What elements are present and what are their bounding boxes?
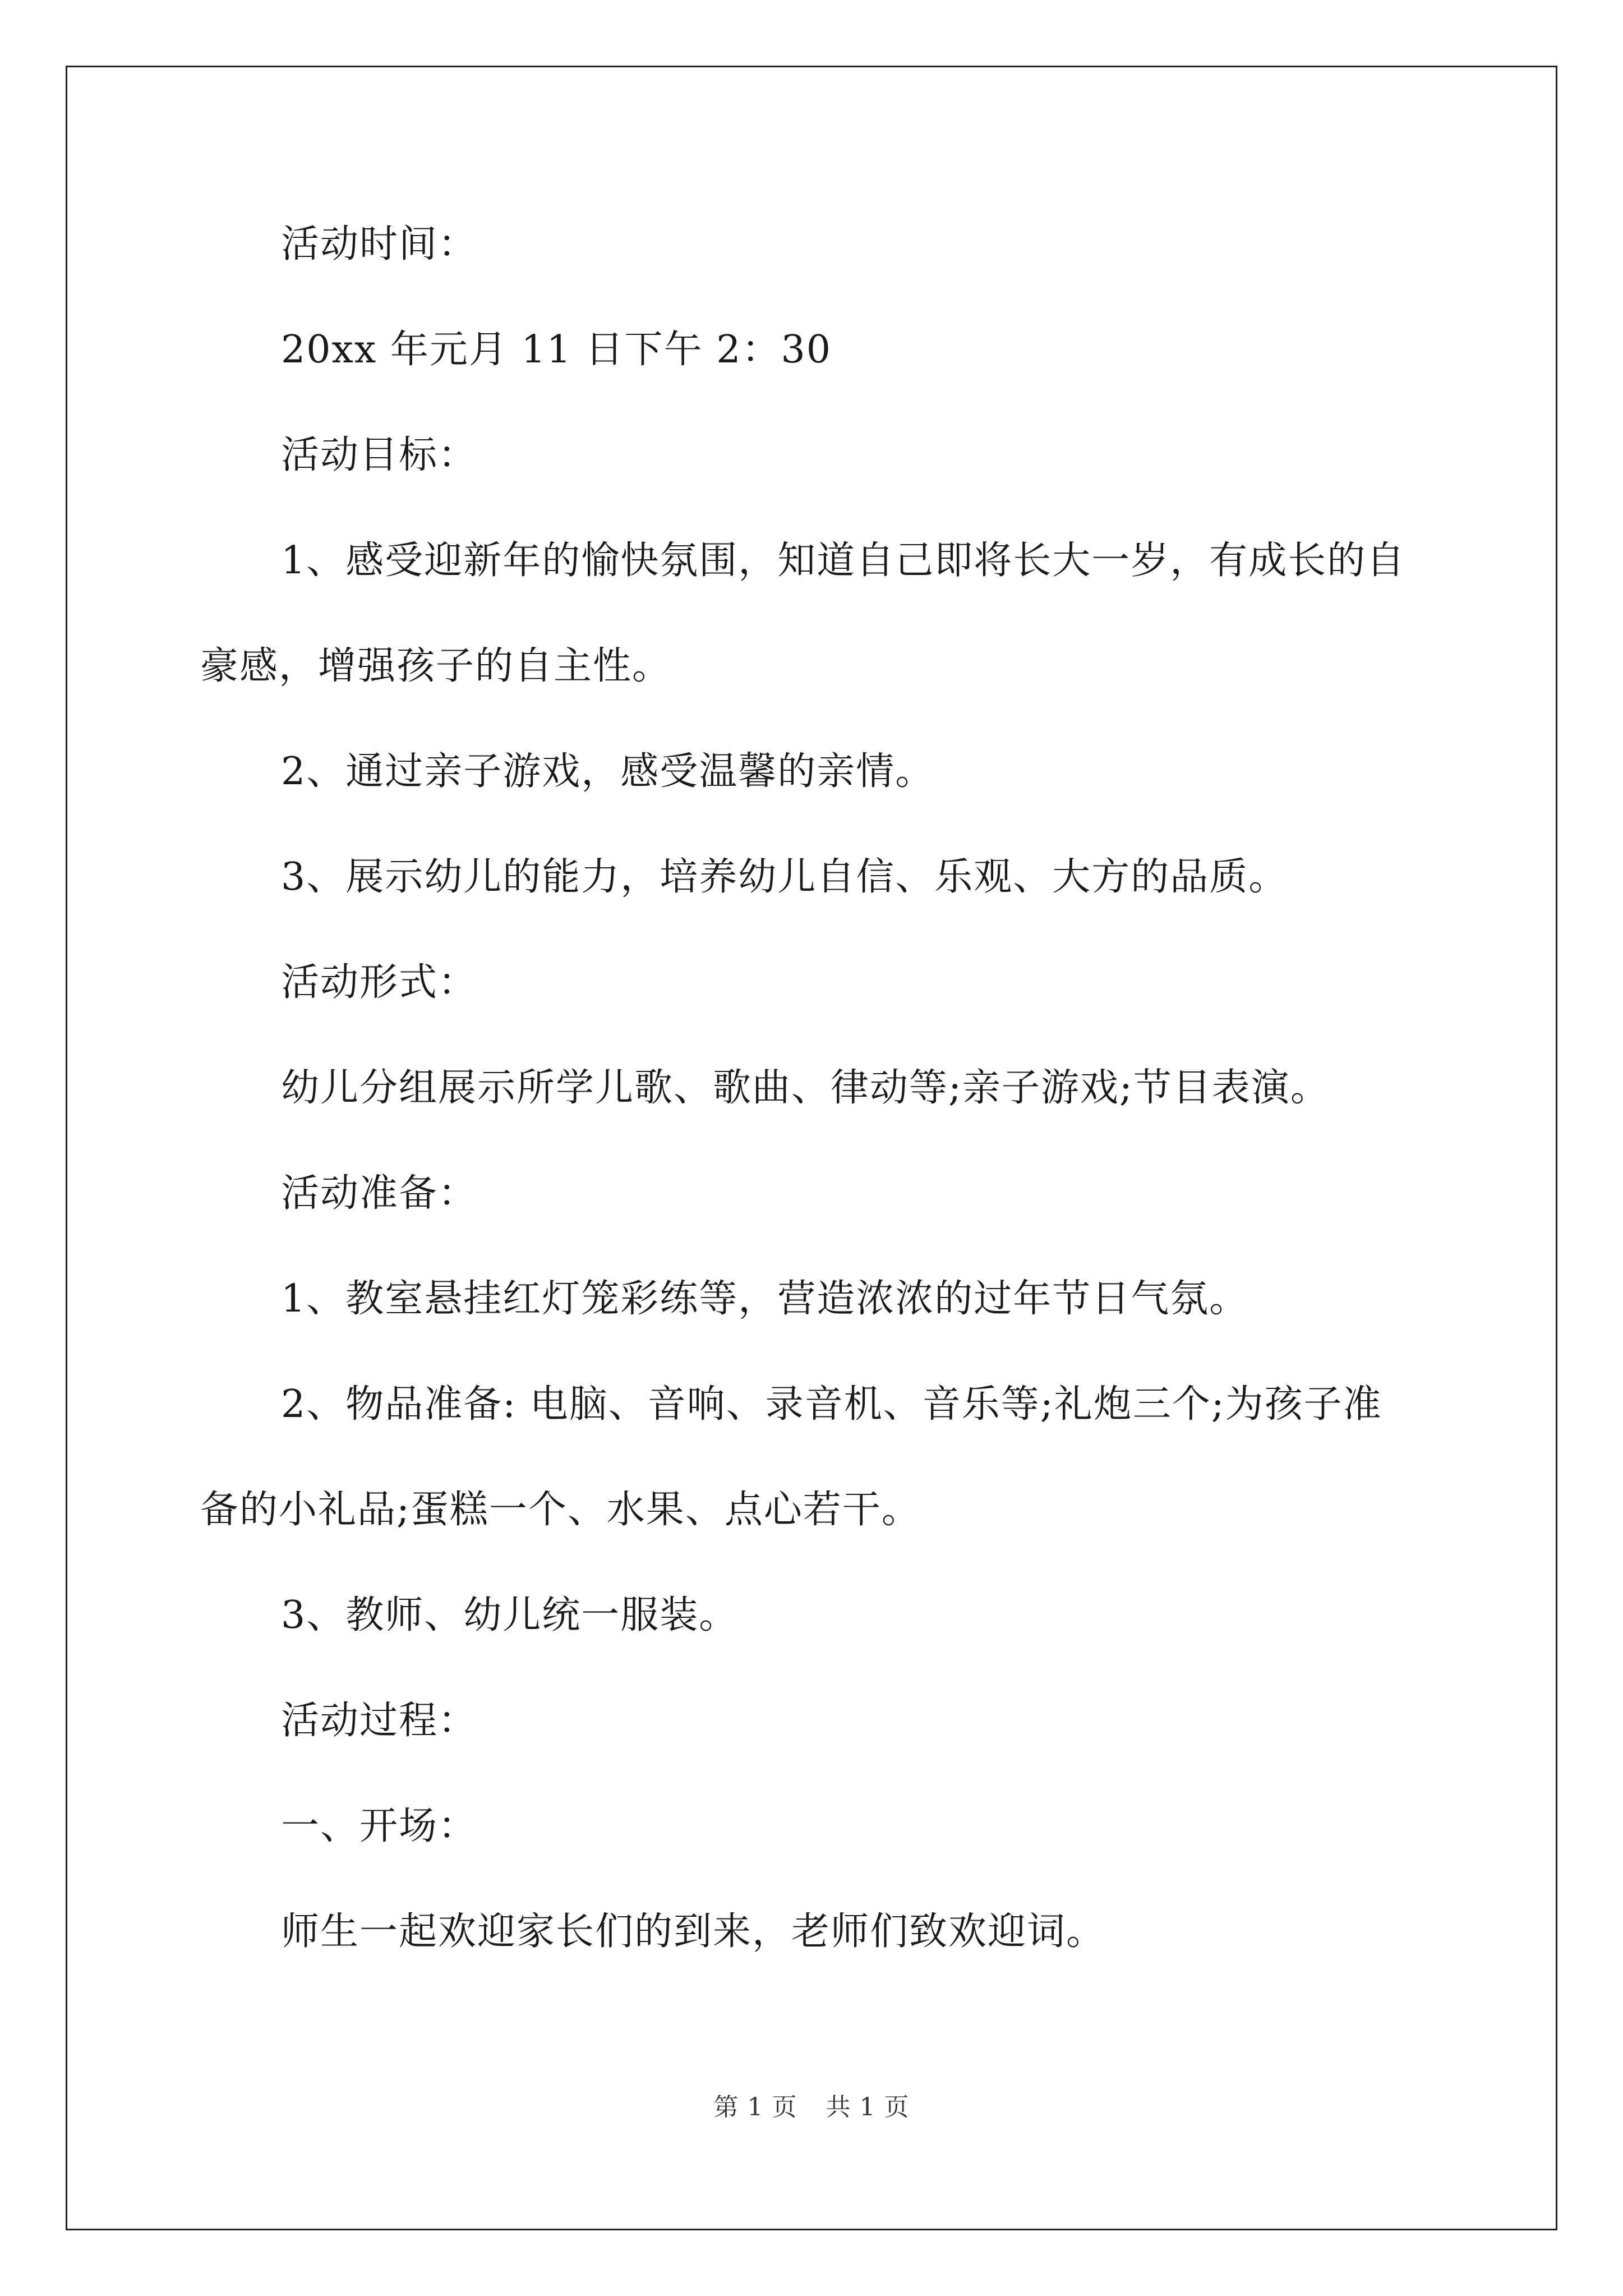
page-footer xyxy=(0,2087,1623,2123)
paragraph-preparation-1: 1、教室悬挂红灯笼彩练等，营造浓浓的过年节日气氛。 xyxy=(281,1277,1249,1321)
paragraph-goal-1 xyxy=(200,508,1434,719)
paragraph-preparation-2 xyxy=(200,1352,1434,1563)
paragraph-line: 2、物品准备: 电脑、音响、录音机、音乐等;礼炮三个;为孩子准 xyxy=(281,1382,1382,1427)
paragraph-preparation-3: 3、教师、幼儿统一服装。 xyxy=(281,1593,739,1637)
paragraph-activity-time-heading: 活动时间： xyxy=(281,222,478,266)
paragraph-line: 备的小礼品;蛋糕一个、水果、点心若干。 xyxy=(200,1488,921,1532)
paragraph-goal-2: 2、通过亲子游戏，感受温馨的亲情。 xyxy=(281,749,935,794)
page-total: 共 1 页 xyxy=(826,2093,910,2122)
paragraph-opening-text: 师生一起欢迎家长们的到来，老师们致欢迎词。 xyxy=(281,1910,1106,1954)
paragraph-line: 豪感，增强孩子的自主性。 xyxy=(200,644,672,688)
paragraph-line: 1、感受迎新年的愉快氛围，知道自己即将长大一岁，有成长的自 xyxy=(281,539,1406,583)
paragraph-activity-time-value: 20xx 年元月 11 日下午 2：30 xyxy=(281,328,832,372)
paragraph-goal-3: 3、展示幼儿的能力，培养幼儿自信、乐观、大方的品质。 xyxy=(281,855,1288,899)
document-body xyxy=(200,192,1434,1985)
paragraph-activity-goals-heading: 活动目标： xyxy=(281,433,478,477)
paragraph-activity-form-text: 幼儿分组展示所学儿歌、歌曲、律动等;亲子游戏;节目表演。 xyxy=(281,1066,1330,1110)
paragraph-preparation-heading: 活动准备： xyxy=(281,1171,478,1216)
paragraph-opening-heading: 一、开场： xyxy=(281,1804,478,1848)
paragraph-activity-form-heading: 活动形式： xyxy=(281,960,478,1005)
paragraph-process-heading: 活动过程： xyxy=(281,1699,478,1743)
page-number: 第 1 页 xyxy=(713,2093,797,2122)
